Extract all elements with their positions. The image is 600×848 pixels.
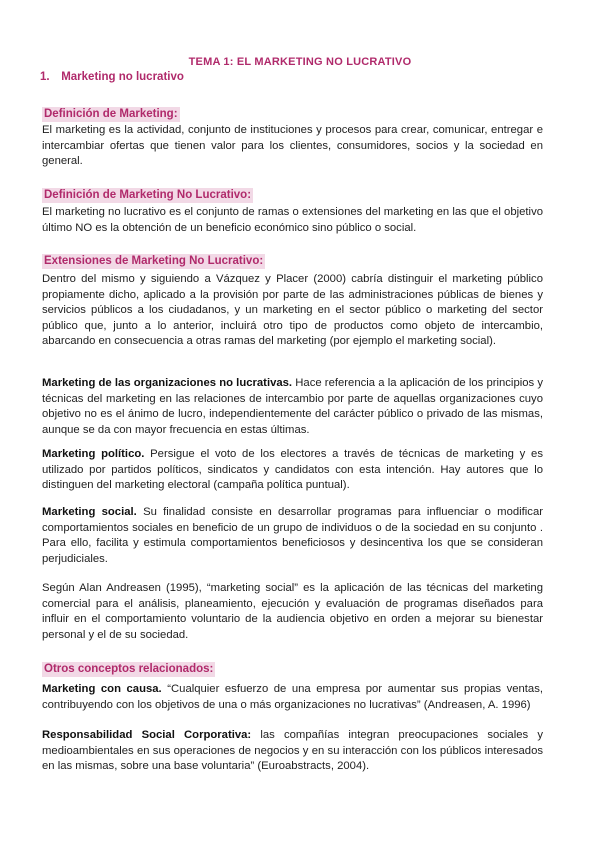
def-marketing-section (42, 104, 543, 122)
rsc-paragraph (42, 728, 543, 775)
andreasen-text: Según Alan Andreasen (1995), “marketing social” es la aplicación de las técnicas del marketing comercial para el análisis, planeamiento, ejecución y evaluación de programas diseñados para influir en el comportamiento voluntario de la audiencia objetivo en orden a mejorar su bienestar personal y el de su sociedad. (42, 582, 543, 641)
def-marketing-body (42, 123, 543, 170)
causa-term: Marketing con causa. (42, 683, 162, 695)
org-no-lucrativas-text (42, 376, 543, 438)
section-heading (40, 71, 184, 83)
rsc-desc: las compañías integran preocupaciones sociales y medioambientales en sus operaciones de negocios y en su interacción con los públicos interesados en las mismas, sobre una base voluntaria” (Euroabstracts, 2004). (42, 729, 543, 773)
rsc-term: Responsabilidad Social Corporativa: (42, 729, 252, 741)
org-no-lucrativas-term: Marketing de las organizaciones no lucrativas. (42, 377, 293, 389)
otros-conceptos-heading: Otros conceptos relacionados: (44, 663, 214, 675)
politico-paragraph (42, 447, 543, 494)
politico-text (42, 447, 543, 494)
otros-conceptos-section (42, 659, 543, 677)
extensiones-body (42, 272, 543, 350)
org-no-lucrativas-paragraph (42, 376, 543, 438)
page-title: TEMA 1: EL MARKETING NO LUCRATIVO (188, 56, 412, 68)
section-number: 1. (40, 71, 50, 83)
section-title: Marketing no lucrativo (61, 71, 184, 83)
causa-paragraph (42, 682, 543, 713)
org-no-lucrativas-desc: Hace referencia a la aplicación de los principios y técnicas del marketing en las relaciones de intercambio por parte de aquellas organizaciones cuyo objetivo no es el ánimo de lucro, independientemente del carácter público o privado de las mismas, aunque se da con mayor frecuencia en estas últimas. (42, 377, 543, 436)
social-desc: Su finalidad consiste en desarrollar programas para influenciar o modificar comportamientos sociales en beneficio de un grupo de individuos o de la sociedad en su conjunto . Para ello, facilita y estimula comportamientos beneficiosos y desincentiva los que se consideran perjudiciales. (42, 506, 543, 565)
politico-term: Marketing político. (42, 448, 145, 460)
def-nolucrativo-body (42, 205, 543, 236)
andreasen-paragraph (42, 581, 543, 643)
causa-desc: “Cualquier esfuerzo de una empresa por aumentar sus propias ventas, contribuyendo con los objetivos de una o más organizaciones no lucrativas” (Andreasen, A. 1996) (42, 683, 544, 711)
def-nolucrativo-text: El marketing no lucrativo es el conjunto de ramas o extensiones del marketing en las que el objetivo último NO es la obtención de un beneficio económico sino público o social. (42, 206, 543, 234)
social-paragraph (42, 505, 543, 567)
social-term: Marketing social. (42, 506, 137, 518)
extensiones-text: Dentro del mismo y siguiendo a Vázquez y Placer (2000) cabría distinguir el marketing público propiamente dicho, aplicado a la provisión por parte de las administraciones públicas de bienes y servicios públicos a los ciudadanos, y un marketing en el sector público o marketing del sector público que, junto a lo anterior, incluirá otro tipo de productos como objeto de intercambio, abarcando en consecuencia a otras ramas del marketing (por ejemplo el marketing social). (42, 273, 543, 348)
def-nolucrativo-heading: Definición de Marketing No Lucrativo: (44, 189, 252, 201)
def-marketing-text: El marketing es la actividad, conjunto de instituciones y procesos para crear, comunicar, entregar e intercambiar ofertas que tienen valor para los clientes, consumidores, socios y la sociedad en general. (42, 124, 543, 168)
extensiones-section (42, 251, 543, 269)
causa-text (42, 682, 543, 713)
def-marketing-heading: Definición de Marketing: (44, 108, 178, 120)
rsc-text (42, 728, 543, 775)
politico-desc: Persigue el voto de los electores a través de técnicas de marketing y es utilizado por partidos políticos, sindicatos y candidatos con esta intención. Hay autores que lo distinguen del marketing electoral (campaña política puntual). (42, 448, 543, 492)
def-nolucrativo-section (42, 185, 543, 203)
extensiones-heading: Extensiones de Marketing No Lucrativo: (44, 255, 264, 267)
social-text (42, 505, 543, 567)
